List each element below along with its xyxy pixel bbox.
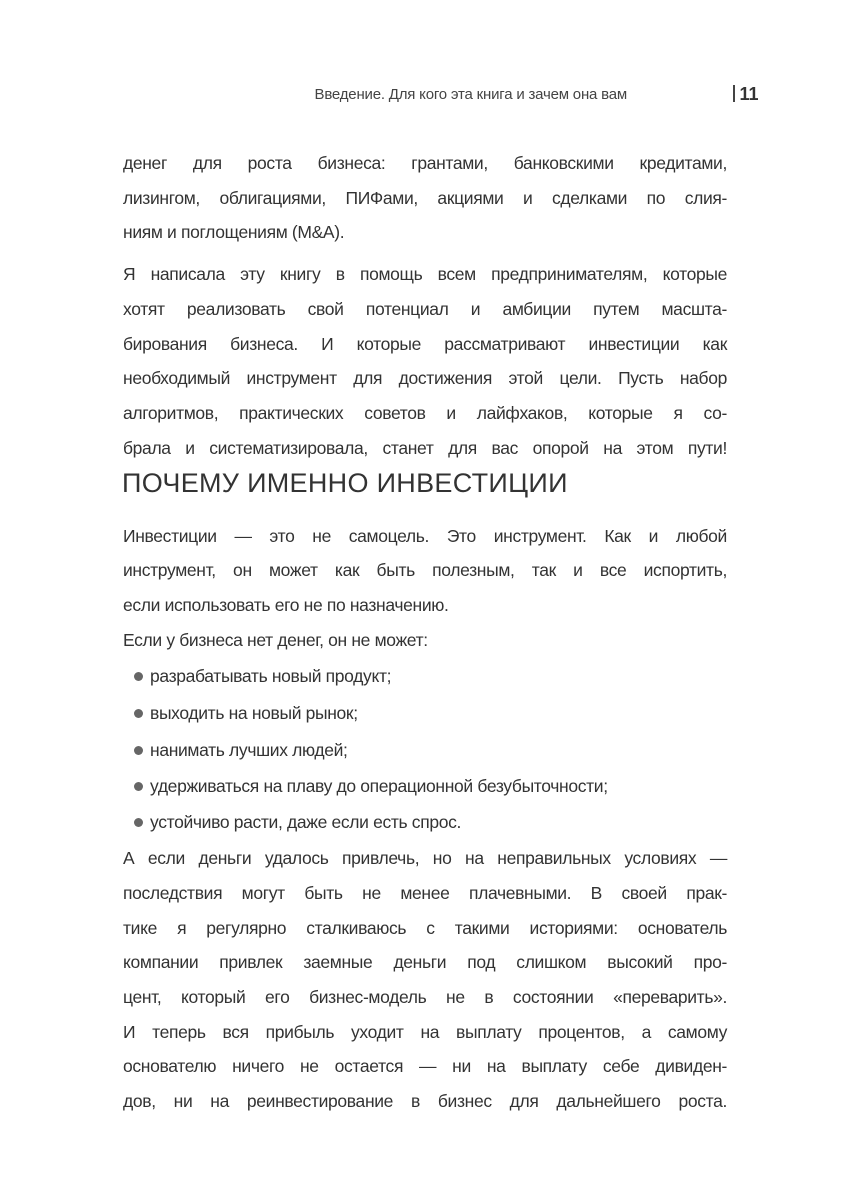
paragraph-line: брала и систематизировала, станет для вас опорой на этом пути! [123, 438, 727, 458]
section-heading: ПОЧЕМУ ИМЕННО ИНВЕСТИЦИИ [122, 468, 568, 498]
list-item [150, 664, 391, 688]
paragraph-line: если использовать его не по назначению. [123, 595, 449, 615]
paragraph-line: хотят реализовать свой потенциал и амбиции путем масшта- [123, 299, 727, 319]
list-item [150, 774, 608, 798]
bullet-icon [134, 782, 143, 791]
paragraph-line: необходимый инструмент для достижения этой цели. Пусть набор [123, 368, 727, 388]
bullet-icon [134, 672, 143, 681]
paragraph-line: компании привлек заемные деньги под слишком высокий про- [123, 952, 727, 972]
paragraph-line: последствия могут быть не менее плачевными. В своей прак- [123, 883, 727, 903]
list-item-text: удерживаться на плаву до операционной безубыточности; [150, 776, 608, 796]
bullet-icon [134, 818, 143, 827]
running-header: Введение. Для кого эта книга и зачем она вам [314, 86, 627, 103]
list-item [150, 810, 461, 834]
paragraph-line: тике я регулярно сталкиваюсь с такими историями: основатель [123, 918, 727, 938]
paragraph-line: Инвестиции — это не самоцель. Это инструмент. Как и любой [123, 526, 727, 546]
list-item-text: устойчиво расти, даже если есть спрос. [150, 812, 462, 832]
paragraph-line: бирования бизнеса. И которые рассматривают инвестиции как [123, 334, 727, 354]
page-number [733, 84, 759, 105]
list-item-text: нанимать лучших людей; [150, 740, 348, 760]
list-item [150, 738, 348, 762]
paragraph-line: ниям и поглощениям (M&A). [123, 222, 345, 242]
paragraph-line: основателю ничего не остается — ни на выплату себе дивиден- [123, 1056, 727, 1076]
bullet-icon [134, 709, 143, 718]
list-item [150, 701, 358, 725]
paragraph-line: дов, ни на реинвестирование в бизнес для дальнейшего роста. [123, 1091, 727, 1111]
paragraph-line: Я написала эту книгу в помощь всем предпринимателям, которые [123, 264, 727, 284]
paragraph-line: инструмент, он может как быть полезным, так и все испортить, [123, 560, 727, 580]
paragraph-line: А если деньги удалось привлечь, но на неправильных условиях — [123, 848, 727, 868]
page-number-text: 11 [739, 84, 759, 104]
list-item-text: выходить на новый рынок; [150, 703, 358, 723]
bullet-icon [134, 746, 143, 755]
paragraph-line: цент, который его бизнес-модель не в состоянии «переварить». [123, 987, 727, 1007]
paragraph-line: лизингом, облигациями, ПИФами, акциями и сделками по слия- [123, 188, 727, 208]
list-item-text: разрабатывать новый продукт; [150, 666, 392, 686]
paragraph-line: И теперь вся прибыль уходит на выплату процентов, а самому [123, 1022, 727, 1042]
list-intro: Если у бизнеса нет денег, он не может: [123, 630, 428, 650]
paragraph-line: денег для роста бизнеса: грантами, банковскими кредитами, [123, 153, 727, 173]
header-divider [733, 85, 735, 102]
paragraph-line: алгоритмов, практических советов и лайфхаков, которые я со- [123, 403, 727, 423]
